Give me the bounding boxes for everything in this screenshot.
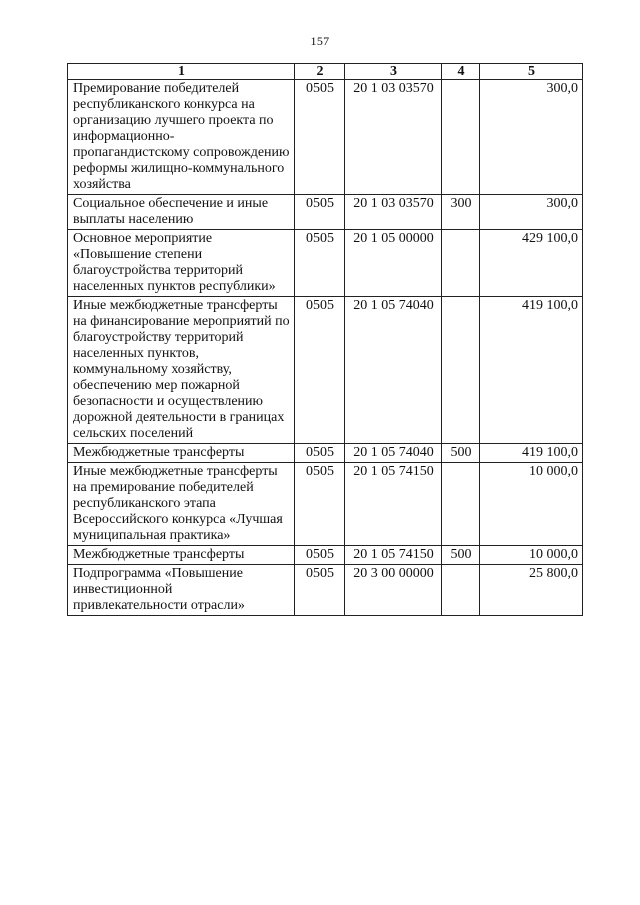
row-expense-type bbox=[442, 565, 480, 616]
row-expense-type bbox=[442, 80, 480, 195]
row-section: 0505 bbox=[295, 546, 345, 565]
row-amount: 10 000,0 bbox=[480, 463, 583, 546]
row-name: Премирование победителей республиканского конкурса на организацию лучшего проекта по информационно-пропагандистскому сопровождению реформы жилищно-коммунального хозяйства bbox=[68, 80, 295, 195]
row-section: 0505 bbox=[295, 297, 345, 444]
row-section: 0505 bbox=[295, 195, 345, 230]
header-col-2: 2 bbox=[295, 64, 345, 80]
row-expense-type bbox=[442, 230, 480, 297]
row-expense-type bbox=[442, 463, 480, 546]
row-target-code: 20 1 05 74040 bbox=[345, 444, 442, 463]
header-col-3: 3 bbox=[345, 64, 442, 80]
page-number: 157 bbox=[310, 34, 330, 48]
table-header-row bbox=[68, 64, 583, 80]
table-row bbox=[68, 565, 583, 616]
row-expense-type bbox=[442, 297, 480, 444]
row-amount: 300,0 bbox=[480, 195, 583, 230]
row-name: Межбюджетные трансферты bbox=[68, 444, 295, 463]
row-name: Основное мероприятие «Повышение степени благоустройства территорий населенных пунктов республики» bbox=[68, 230, 295, 297]
row-target-code: 20 1 05 00000 bbox=[345, 230, 442, 297]
row-section: 0505 bbox=[295, 444, 345, 463]
row-target-code: 20 1 05 74150 bbox=[345, 463, 442, 546]
table-row bbox=[68, 230, 583, 297]
table-row bbox=[68, 546, 583, 565]
budget-table bbox=[67, 63, 583, 616]
row-name: Иные межбюджетные трансферты на финансирование мероприятий по благоустройству территорий населенных пунктов, коммунальному хозяйству, обеспечению мер пожарной безопасности и осуществлению дорожной деятельности в границах сельских поселений bbox=[68, 297, 295, 444]
table-row bbox=[68, 80, 583, 195]
row-amount: 419 100,0 bbox=[480, 297, 583, 444]
row-amount: 300,0 bbox=[480, 80, 583, 195]
row-name: Иные межбюджетные трансферты на премирование победителей республиканского этапа Всероссийского конкурса «Лучшая муниципальная практика» bbox=[68, 463, 295, 546]
row-amount: 429 100,0 bbox=[480, 230, 583, 297]
table-row bbox=[68, 463, 583, 546]
row-amount: 10 000,0 bbox=[480, 546, 583, 565]
row-amount: 419 100,0 bbox=[480, 444, 583, 463]
row-target-code: 20 1 03 03570 bbox=[345, 195, 442, 230]
row-section: 0505 bbox=[295, 463, 345, 546]
row-target-code: 20 3 00 00000 bbox=[345, 565, 442, 616]
row-target-code: 20 1 03 03570 bbox=[345, 80, 442, 195]
row-section: 0505 bbox=[295, 230, 345, 297]
row-expense-type: 500 bbox=[442, 546, 480, 565]
header-col-5: 5 bbox=[480, 64, 583, 80]
table-row bbox=[68, 297, 583, 444]
header-col-1: 1 bbox=[68, 64, 295, 80]
row-name: Межбюджетные трансферты bbox=[68, 546, 295, 565]
header-col-4: 4 bbox=[442, 64, 480, 80]
row-name: Подпрограмма «Повышение инвестиционной привлекательности отрасли» bbox=[68, 565, 295, 616]
table-row bbox=[68, 195, 583, 230]
row-section: 0505 bbox=[295, 80, 345, 195]
table-row bbox=[68, 444, 583, 463]
row-name: Социальное обеспечение и иные выплаты населению bbox=[68, 195, 295, 230]
row-target-code: 20 1 05 74040 bbox=[345, 297, 442, 444]
row-expense-type: 300 bbox=[442, 195, 480, 230]
row-target-code: 20 1 05 74150 bbox=[345, 546, 442, 565]
row-amount: 25 800,0 bbox=[480, 565, 583, 616]
row-section: 0505 bbox=[295, 565, 345, 616]
row-expense-type: 500 bbox=[442, 444, 480, 463]
